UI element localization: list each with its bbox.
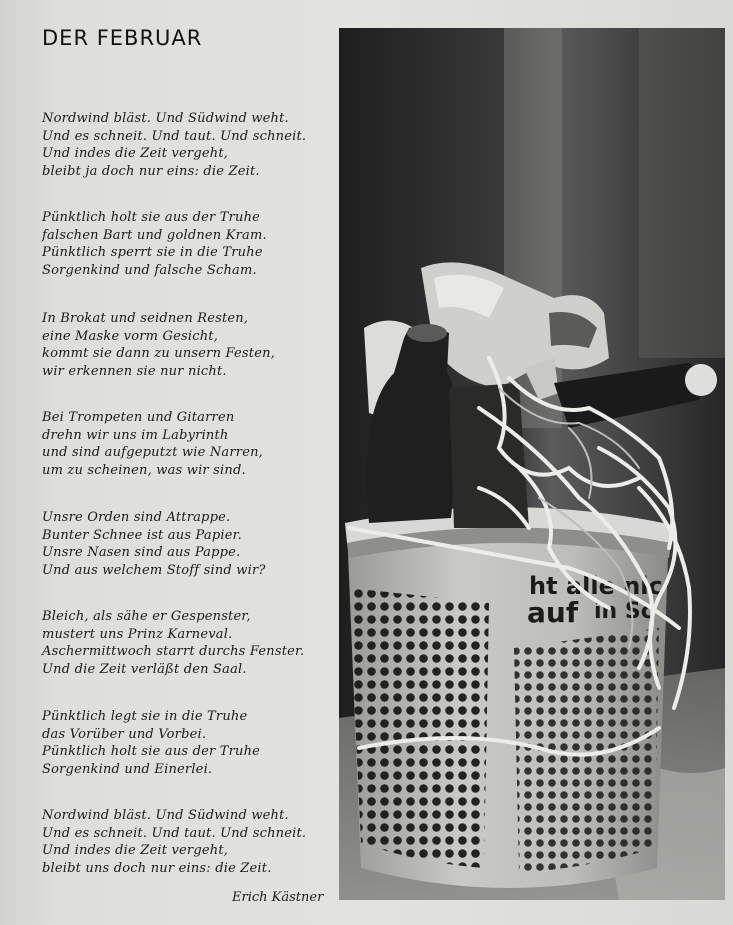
poem-line: Und indes die Zeit vergeht, [42,146,229,161]
poem-line: Und es schneit. Und taut. Und schneit. [42,128,307,144]
poem-line: In Brokat und seidnen Resten, [42,311,249,326]
poem-line: Unsre Orden sind Attrappe. [42,510,231,525]
poem-line: Bei Trompeten und Gitarren [42,410,235,425]
stanza-2 [42,209,342,279]
poem-line: Und aus welchem Stoff sind wir? [42,562,266,578]
poem-line: Bunter Schnee ist aus Papier. [42,527,242,543]
poem-line: Pünktlich legt sie in die Truhe [42,709,248,724]
poem-line: kommt sie dann zu unsern Festen, [42,346,275,361]
poem-line: Pünktlich sperrt sie in die Truhe [42,245,263,260]
poem-line: Sorgenkind und Einerlei. [42,761,213,777]
poem-line: Und die Zeit verläßt den Saal. [42,661,247,677]
stanza-6 [42,608,342,678]
poem-line: Unsre Nasen sind aus Pappe. [42,545,241,560]
poem-line: drehn wir uns im Labyrinth [42,427,229,443]
poem-line: bleibt uns doch nur eins: die Zeit. [42,860,272,876]
stanza-1 [42,110,342,180]
poem-line: das Vorüber und Vorbei. [42,726,207,742]
author-signature: Erich Kästner [232,890,324,905]
poem-line: mustert uns Prinz Karneval. [42,626,233,642]
poem-line: Pünktlich holt sie aus der Truhe [42,744,261,759]
poem-line: Nordwind bläst. Und Südwind weht. [42,808,289,823]
photo-illustration [339,28,725,900]
stanza-8 [42,807,342,877]
bin-text-line-2: auf [527,596,579,629]
poem-line: und sind aufgeputzt wie Narren, [42,445,263,460]
stanza-3 [42,310,342,380]
poem-line: Und indes die Zeit vergeht, [42,843,229,858]
poem-line: Aschermittwoch starrt durchs Fenster. [42,644,305,659]
stanza-4 [42,409,342,479]
poem-line: Nordwind bläst. Und Südwind weht. [42,111,289,126]
poem-title: DER FEBRUAR [42,26,203,50]
poem-line: um zu scheinen, was wir sind. [42,462,246,478]
stanza-7 [42,708,342,778]
poem-line: Und es schneit. Und taut. Und schneit. [42,825,307,841]
bin-text-line-1: ht alle nic [529,572,663,600]
poem-line: falschen Bart und goldnen Kram. [42,227,267,243]
stanza-5 [42,509,342,579]
poem-line: wir erkennen sie nur nicht. [42,363,227,379]
poem-line: Sorgenkind und falsche Scham. [42,262,257,278]
poem-line: eine Maske vorm Gesicht, [42,328,219,344]
poem-line: Bleich, als sähe er Gespenster, [42,609,251,624]
bin-text-line-3: in Sc [594,599,654,624]
poem-line: bleibt ja doch nur eins: die Zeit. [42,163,260,179]
poem-line: Pünktlich holt sie aus der Truhe [42,210,261,225]
carnival-photo [339,28,725,900]
